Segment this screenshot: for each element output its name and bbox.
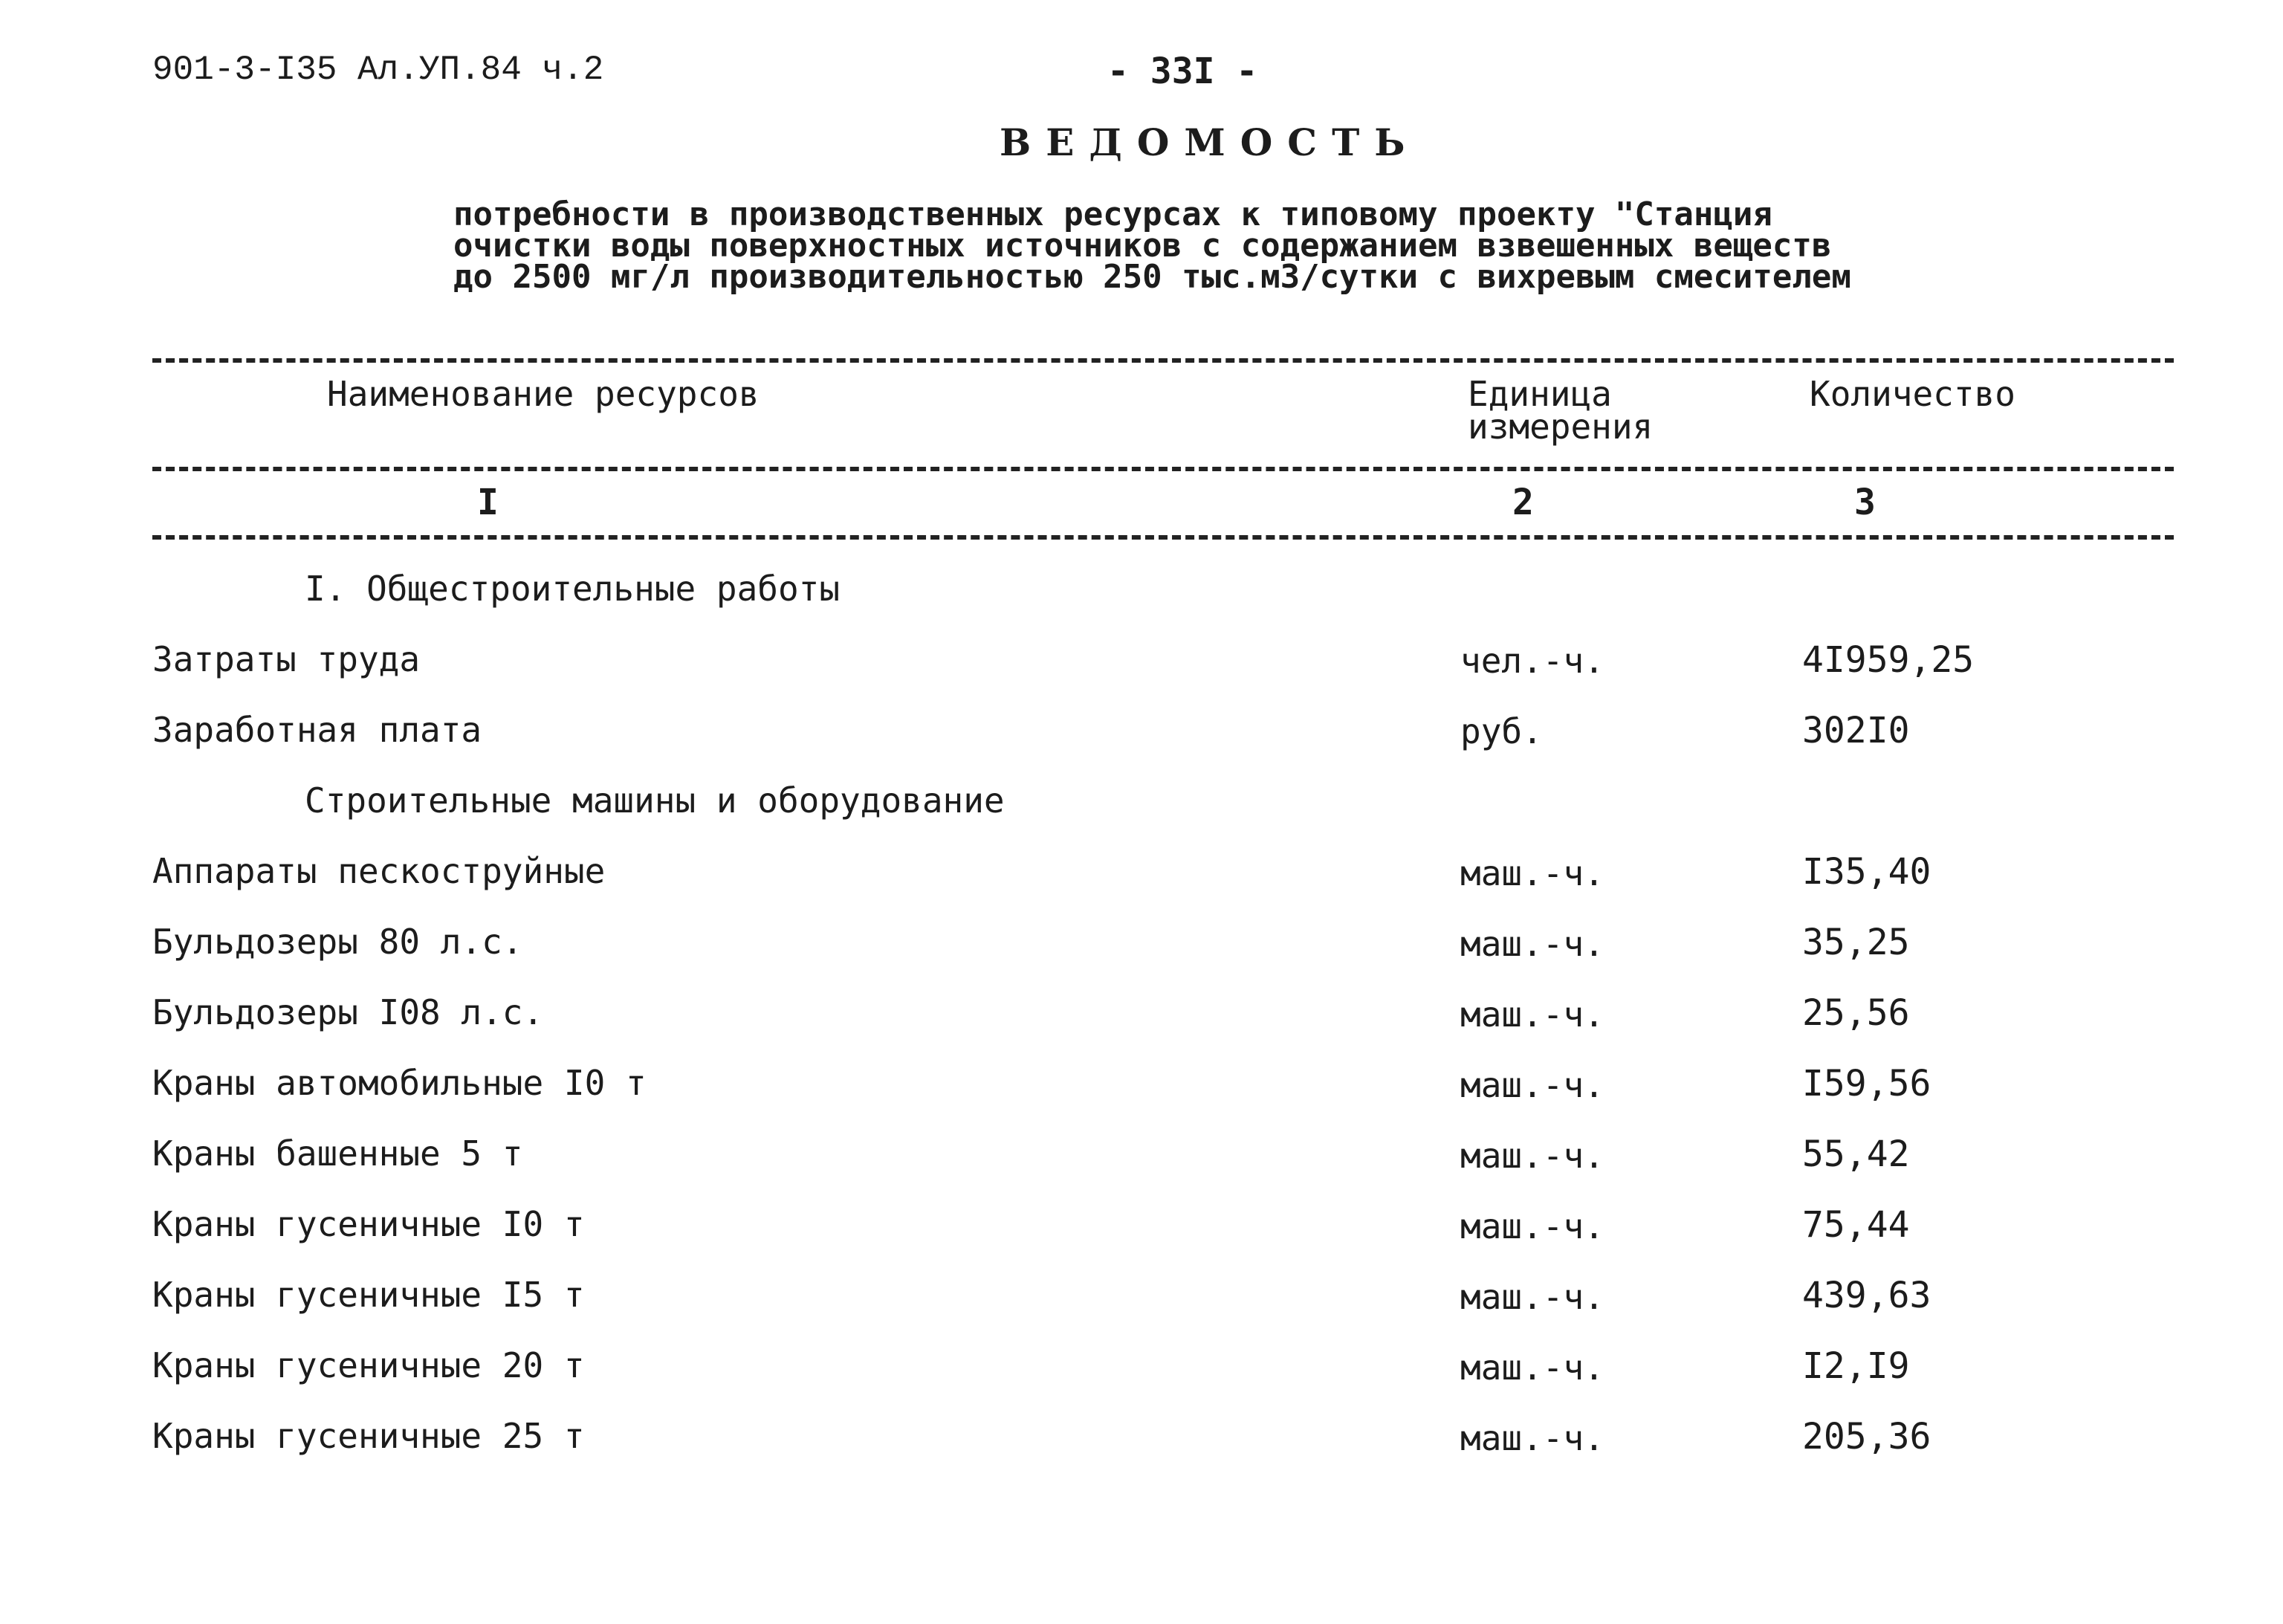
table-row-name: Бульдозеры 80 л.с. [152, 922, 523, 962]
numbering-bottom-rule [152, 535, 2174, 540]
table-row-name: Заработная плата [152, 710, 482, 750]
column-number-2: 2 [1512, 482, 1534, 523]
column-header-name: Наименование ресурсов [327, 374, 760, 414]
table-row-unit: маш.-ч. [1460, 1136, 1604, 1176]
table-row-name: Бульдозеры I08 л.с. [152, 992, 544, 1032]
column-header-qty: Количество [1810, 374, 2015, 414]
table-row-name: Затраты труда [152, 639, 421, 679]
table-row-qty: I35,40 [1802, 851, 1931, 893]
table-row-qty: 75,44 [1802, 1204, 1910, 1246]
column-number-1: I [477, 482, 499, 523]
table-row-name: Краны гусеничные 20 т [152, 1345, 585, 1385]
table-row-unit: маш.-ч. [1460, 1065, 1604, 1105]
table-row-unit: маш.-ч. [1460, 853, 1604, 893]
page-title: ВЕДОМОСТЬ [1000, 120, 1420, 164]
table-row-unit: маш.-ч. [1460, 1206, 1604, 1246]
column-header-unit-line1: Единица [1468, 374, 1612, 414]
document-code: 901-3-I35 Ал.УП.84 ч.2 [152, 51, 604, 89]
column-header-unit-line2: измерения [1468, 407, 1654, 447]
table-row-unit: маш.-ч. [1460, 1277, 1604, 1317]
subsection-title: Строительные машины и оборудование [305, 780, 1005, 821]
table-row-qty: 439,63 [1802, 1275, 1931, 1316]
document-subtitle [453, 195, 2014, 296]
header-bottom-rule [152, 467, 2174, 471]
table-row-name: Аппараты пескоструйные [152, 851, 606, 891]
table-row-unit: маш.-ч. [1460, 1348, 1604, 1388]
column-number-3: 3 [1854, 482, 1876, 523]
table-row-qty: 25,56 [1802, 992, 1910, 1034]
subtitle-line: потребности в производственных ресурсах к типовому проекту "Станция [453, 195, 1772, 233]
subtitle-line: до 2500 мг/л производительностью 250 тыс.м3/сутки с вихревым смесителем [453, 258, 1851, 296]
table-row-name: Краны гусеничные 25 т [152, 1416, 585, 1456]
table-row-qty: 302I0 [1802, 710, 1910, 751]
table-row-qty: I2,I9 [1802, 1345, 1910, 1387]
table-row-qty: 55,42 [1802, 1133, 1910, 1175]
table-top-rule [152, 358, 2174, 363]
table-row-qty: 35,25 [1802, 922, 1910, 963]
page-number: - 33I - [1107, 51, 1258, 92]
table-row-qty: 205,36 [1802, 1416, 1931, 1458]
table-row-unit: маш.-ч. [1460, 924, 1604, 964]
table-row-unit: руб. [1460, 711, 1543, 751]
table-row-name: Краны гусеничные I0 т [152, 1204, 585, 1244]
table-row-name: Краны автомобильные I0 т [152, 1063, 647, 1103]
section-title: I. Общестроительные работы [305, 569, 841, 609]
column-header-unit [1468, 374, 1654, 447]
table-row-unit: маш.-ч. [1460, 994, 1604, 1035]
subtitle-line: очистки воды поверхностных источников с содержанием взвешенных веществ [453, 227, 1832, 265]
table-row-name: Краны башенные 5 т [152, 1133, 523, 1174]
table-row-unit: чел.-ч. [1460, 641, 1604, 681]
table-row-qty: I59,56 [1802, 1063, 1931, 1104]
table-row-name: Краны гусеничные I5 т [152, 1275, 585, 1315]
table-row-unit: маш.-ч. [1460, 1418, 1604, 1458]
table-row-qty: 4I959,25 [1802, 639, 1975, 681]
